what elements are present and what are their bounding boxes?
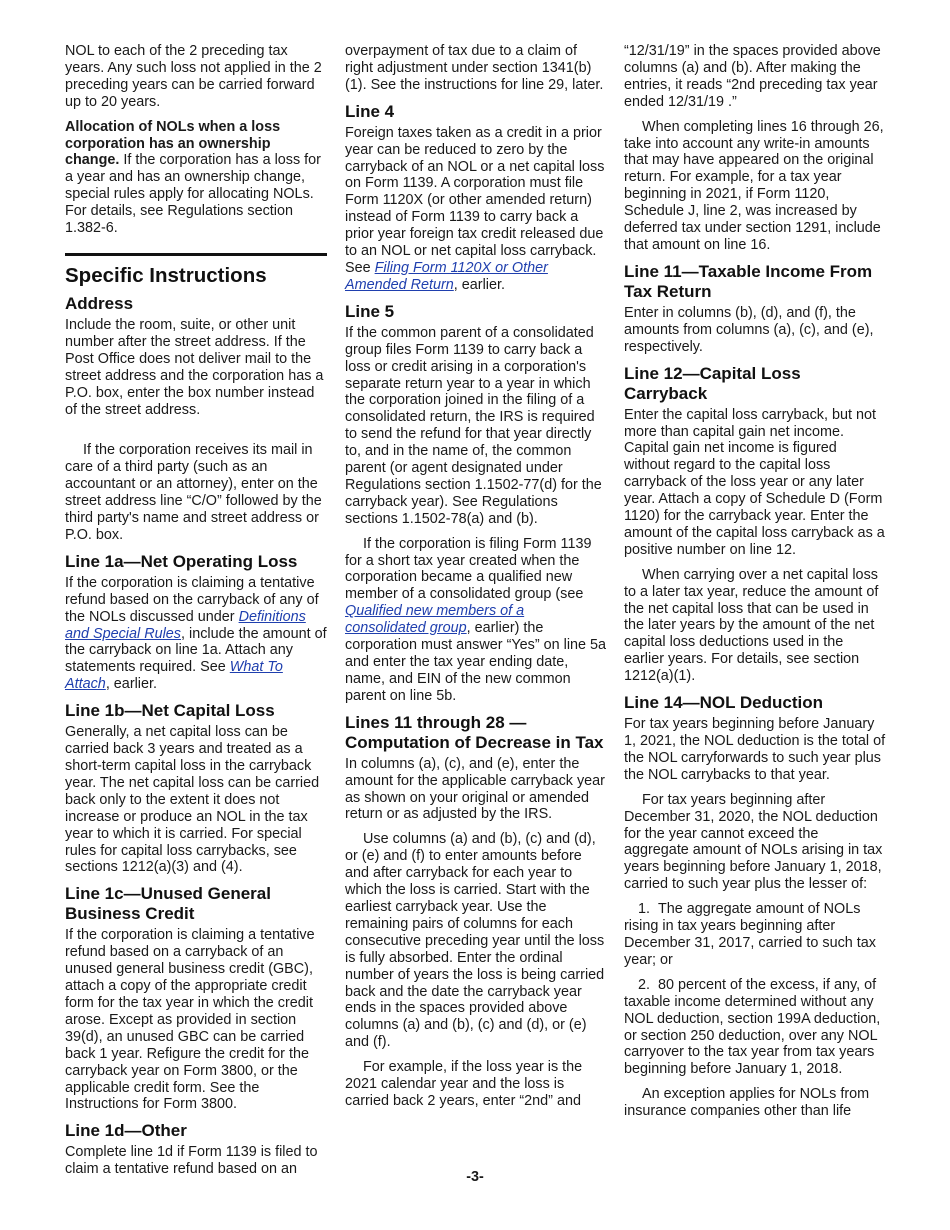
heading-line-4: Line 4 (345, 101, 395, 121)
paragraph: Enter in columns (b), (d), and (f), the amounts from columns (a), (c), and (e), respectively. (624, 304, 874, 355)
section-rule (65, 253, 327, 256)
paragraph: overpayment of tax due to a claim of right adjustment under section 1341(b)(1). See the instructions for line 29, later. (345, 43, 604, 93)
paragraph: For tax years beginning before January 1, 2021, the NOL deduction is the total of the NOL carryforwards to such year plus the NOL carrybacks to that year. (624, 716, 886, 783)
paragraph: If the corporation is claiming a tentative refund based on a carryback of an unused general business credit (GBC), attach a copy of the appropriate credit form for the tax year in which the credit arose. Except as provided in section 39(d), an unused GBC can be carried back 1 year. Refigure the credit for the carryback year on Form 3800, or the applicable credit form. See the Instructions for Form 3800. (65, 927, 315, 1113)
paragraph-line-5-short-year (345, 536, 607, 705)
text: If the corporation is claiming a tentative refund based on the carryback of any of the NOLs discussed under (65, 574, 319, 625)
paragraph: Complete line 1d if Form 1139 is filed to claim a tentative refund based on an (65, 1144, 318, 1178)
allocation-lead: Allocation of NOLs when a loss corporation has an ownership change. (65, 118, 281, 169)
paragraph: Generally, a net capital loss can be carried back 3 years and treated as a short-term capital loss in the carryback year. The net capital loss can be carried back only to the extent it does not increase or produce an NOL in the tax year to which it is carried. For special rules for capital loss carrybacks, see sections 1212(a)(3) and (4). (65, 724, 320, 876)
list-item: 2. 80 percent of the excess, if any, of taxable income determined without any NOL deduction, section 199A deduction, or section 250 deduction, over any NOL carryover to the tax year from tax years beginning before January 1, 2018. (624, 976, 881, 1078)
heading-lines-11-28: Lines 11 through 28 — Computation of Decrease in Tax (345, 712, 604, 752)
text: , earlier. (453, 276, 505, 293)
paragraph: If the common parent of a consolidated group files Form 1139 to carry back a loss or credit arising in a corporation's separate return year to a year in which the corporation joined in the filing of a consolidated return, the IRS is required to send the refund for that year directly to, and in the name of, the common parent (or agent designated under Regulations section 1.1502-77(d) for the carryback year). See Regulations sections 1.1502-78(a) and (b). (345, 324, 602, 527)
paragraph: In columns (a), (c), and (e), enter the amount for the applicable carryback year as shown on your original or amended return or as adjusted by the IRS. (345, 755, 605, 823)
heading-line-11: Line 11—Taxable Income From Tax Return (624, 261, 873, 301)
heading-line-1c: Line 1c—Unused General Business Credit (65, 884, 271, 924)
section-title: Specific Instructions (65, 263, 267, 287)
paragraph: An exception applies for NOLs from insurance companies other than life (624, 1086, 870, 1120)
column-right (624, 43, 886, 1128)
text: , earlier. (105, 676, 158, 693)
paragraph-allocation (65, 119, 327, 237)
text: Foreign taxes taken as a credit in a prior year can be reduced to zero by the carryback of an NOL or a net capital loss on Form 1139. A corporation must file Form 1120X (or other amended return) instead of Form 1139 to carry back a prior year foreign tax credit released due to an NOL or net capital loss carryback. See (345, 124, 605, 276)
heading-address: Address (65, 293, 134, 313)
paragraph: “12/31/19” in the spaces provided above columns (a) and (b). After making the entries, it reads “2nd preceding tax year ended 12/31/19 .” (624, 43, 881, 110)
link-qualified-new-members[interactable]: Qualified new members of a consolidated group (345, 603, 525, 637)
paragraph: If the corporation receives its mail in care of a third party (such as an accountant or an attorney), enter on the street address line “C/O” followed by the third party's name and street address or P.O. box. (65, 442, 322, 543)
paragraph: When carrying over a net capital loss to a later tax year, reduce the amount of the net capital loss that can be used in the later years by the amount of the net capital loss deductions used in the earlier years. For details, see section 1212(a)(1). (624, 566, 879, 685)
list-item: 1. The aggregate amount of NOLs rising in tax years beginning after December 31, 2017, carried to such tax year; or (624, 901, 876, 968)
paragraph: Use columns (a) and (b), (c) and (d), or (e) and (f) to enter amounts before and after carryback for each year to which the loss is carried. Start with the earliest carryback year. Use the remaining pairs of columns for each consecutive preceding year until the loss is fully absorbed. Enter the ordinal number of years the loss is being carried back and the date the carryback year ends in the spaces provided above columns (a) and (b), (c) and (d), or (e) and (f). (345, 831, 605, 1051)
paragraph: NOL to each of the 2 preceding tax years. Any such loss not applied in the 2 preceding years can be carried forward up to 20 years. (65, 43, 322, 110)
heading-line-1d: Line 1d—Other (65, 1121, 187, 1141)
paragraph: For example, if the loss year is the 2021 calendar year and the loss is carried back 2 years, enter “2nd” and (345, 1059, 583, 1109)
paragraph-line-4 (345, 125, 607, 294)
page-number: -3- (466, 1169, 484, 1185)
column-left (65, 43, 327, 1186)
paragraph: Enter the capital loss carryback, but not more than capital gain net income. Capital gain net income is figured without regard to the capital loss carryback of the loss year or any later year. Attach a copy of Schedule D (Form 1120) for the carryback year. Enter the amount of the capital loss carryback as a positive number on line 12. (624, 406, 885, 558)
heading-line-1a: Line 1a—Net Operating Loss (65, 551, 298, 571)
text: , earlier) the corporation must answer “Yes” on line 5a and enter the tax year ending date, name, and EIN of the new common parent on line 5b. (345, 620, 607, 704)
heading-line-14: Line 14—NOL Deduction (624, 693, 823, 713)
heading-line-12: Line 12—Capital Loss Carryback (624, 363, 801, 403)
link-what-to-attach[interactable]: What To Attach (65, 659, 283, 693)
paragraph: For tax years beginning after December 31, 2020, the NOL deduction for the year cannot exceed the aggregate amount of NOLs arising in tax years beginning before January 1, 2018, carried to such year plus the lesser of: (624, 791, 883, 893)
allocation-text: If the corporation has a loss for a year and has an ownership change, special rules apply for allocating NOLs. For details, see Regulations section 1.382-6. (65, 152, 321, 237)
link-filing-form-1120x[interactable]: Filing Form 1120X or Other Amended Return (345, 259, 548, 293)
paragraph: When completing lines 16 through 26, take into account any write-in amounts that may have appeared on the original return. For example, for a tax year beginning in 2021, if Form 1120, Schedule J, line 2, was increased by deferred tax under section 1291, include that amount on line 16. (624, 118, 884, 253)
link-definitions-special-rules[interactable]: Definitions and Special Rules (65, 608, 306, 642)
text: If the corporation is filing Form 1139 for a short tax year created when the corporation became a qualified new member of a consolidated group (see (345, 535, 592, 603)
paragraph: Include the room, suite, or other unit number after the street address. If the Post Office does not deliver mail to the street address and the corporation has a P.O. box, enter the box number instead of the street address. (65, 316, 324, 418)
heading-line-5: Line 5 (345, 301, 395, 321)
text: , include the amount of the carryback on line 1a. Attach any statements required. See (65, 625, 327, 676)
heading-line-1b: Line 1b—Net Capital Loss (65, 701, 275, 721)
column-middle (345, 43, 607, 1118)
paragraph-line-1a (65, 575, 327, 693)
